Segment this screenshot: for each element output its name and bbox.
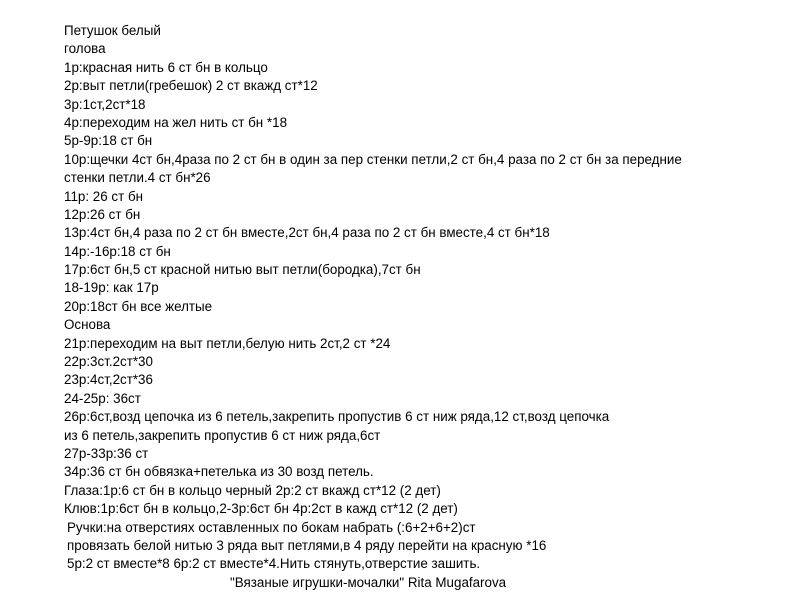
source-credit: "Вязаные игрушки-мочалки" Rita Mugafarova	[230, 574, 507, 590]
arms-instruction: Ручки:на отверстиях оставленных по бокам набрать (:6+2+6+2)ст	[67, 519, 476, 535]
instruction-line: 17р:6ст бн,5 ст красной нитью выт петли(бородка),7ст бн	[64, 262, 421, 278]
instruction-line: 4р:переходим на жел нить ст бн *18	[64, 114, 288, 130]
instruction-line: 2р:выт петли(гребешок) 2 ст вкажд ст*12	[64, 78, 318, 94]
instruction-line: из 6 петель,закрепить пропустив 6 ст ниж ряда,6ст	[64, 427, 381, 443]
instruction-line: 22р:3ст.2ст*30	[64, 354, 153, 370]
instruction-line: 1р:красная нить 6 ст бн в кольцо	[64, 59, 268, 75]
doc-title: Петушок белый	[64, 23, 161, 38]
instruction-line: 24-25р: 36ст	[64, 390, 141, 406]
instruction-line: 5р:2 ст вместе*8 6р:2 ст вместе*4.Нить стянуть,отверстие зашить.	[67, 556, 481, 572]
instruction-line: 14р:-16р:18 ст бн	[64, 243, 171, 259]
instruction-line: 21р:переходим на выт петли,белую нить 2ст,2 ст *24	[64, 335, 391, 351]
instruction-line: 34р:36 ст бн обвязка+петелька из 30 возд петель.	[64, 464, 374, 480]
instruction-line: 10р:щечки 4ст бн,4раза по 2 ст бн в один за пер стенки петли,2 ст бн,4 раза по 2 ст бн за передние	[64, 151, 682, 167]
instruction-line: 11р: 26 ст бн	[64, 188, 144, 204]
instruction-line: 26р:6ст,возд цепочка из 6 петель,закрепить пропустив 6 ст ниж ряда,12 ст,возд цепочка	[64, 409, 610, 425]
instruction-line: 12р:26 ст бн	[64, 206, 141, 222]
instruction-line: 5р-9р:18 ст бн	[64, 133, 153, 149]
instruction-line: 18-19р: как 17р	[64, 280, 159, 296]
instruction-line: провязать белой нитью 3 ряда выт петлями,в 4 ряду перейти на красную *16	[67, 537, 547, 553]
section-heading-head: голова	[64, 41, 106, 57]
instruction-line: стенки петли.4 ст бн*26	[64, 170, 211, 186]
instruction-line: 20р:18ст бн все желтые	[64, 298, 213, 314]
document-text	[64, 22, 784, 592]
instruction-line: 3р:1ст,2ст*18	[64, 96, 146, 112]
beak-instruction: Клюв:1р:6ст бн в кольцо,2-3р:6ст бн 4р:2ст в кажд ст*12 (2 дет)	[64, 501, 458, 517]
instruction-line: 13р:4ст бн,4 раза по 2 ст бн вместе,2ст бн,4 раза по 2 ст бн вместе,4 ст бн*18	[64, 225, 550, 241]
eyes-instruction: Глаза:1р:6 ст бн в кольцо черный 2р:2 ст вкажд ст*12 (2 дет)	[64, 482, 441, 498]
instruction-line: 23р:4ст,2ст*36	[64, 372, 153, 388]
section-heading-base: Основа	[64, 317, 111, 333]
instruction-line: 27р-33р:36 ст	[64, 445, 149, 461]
